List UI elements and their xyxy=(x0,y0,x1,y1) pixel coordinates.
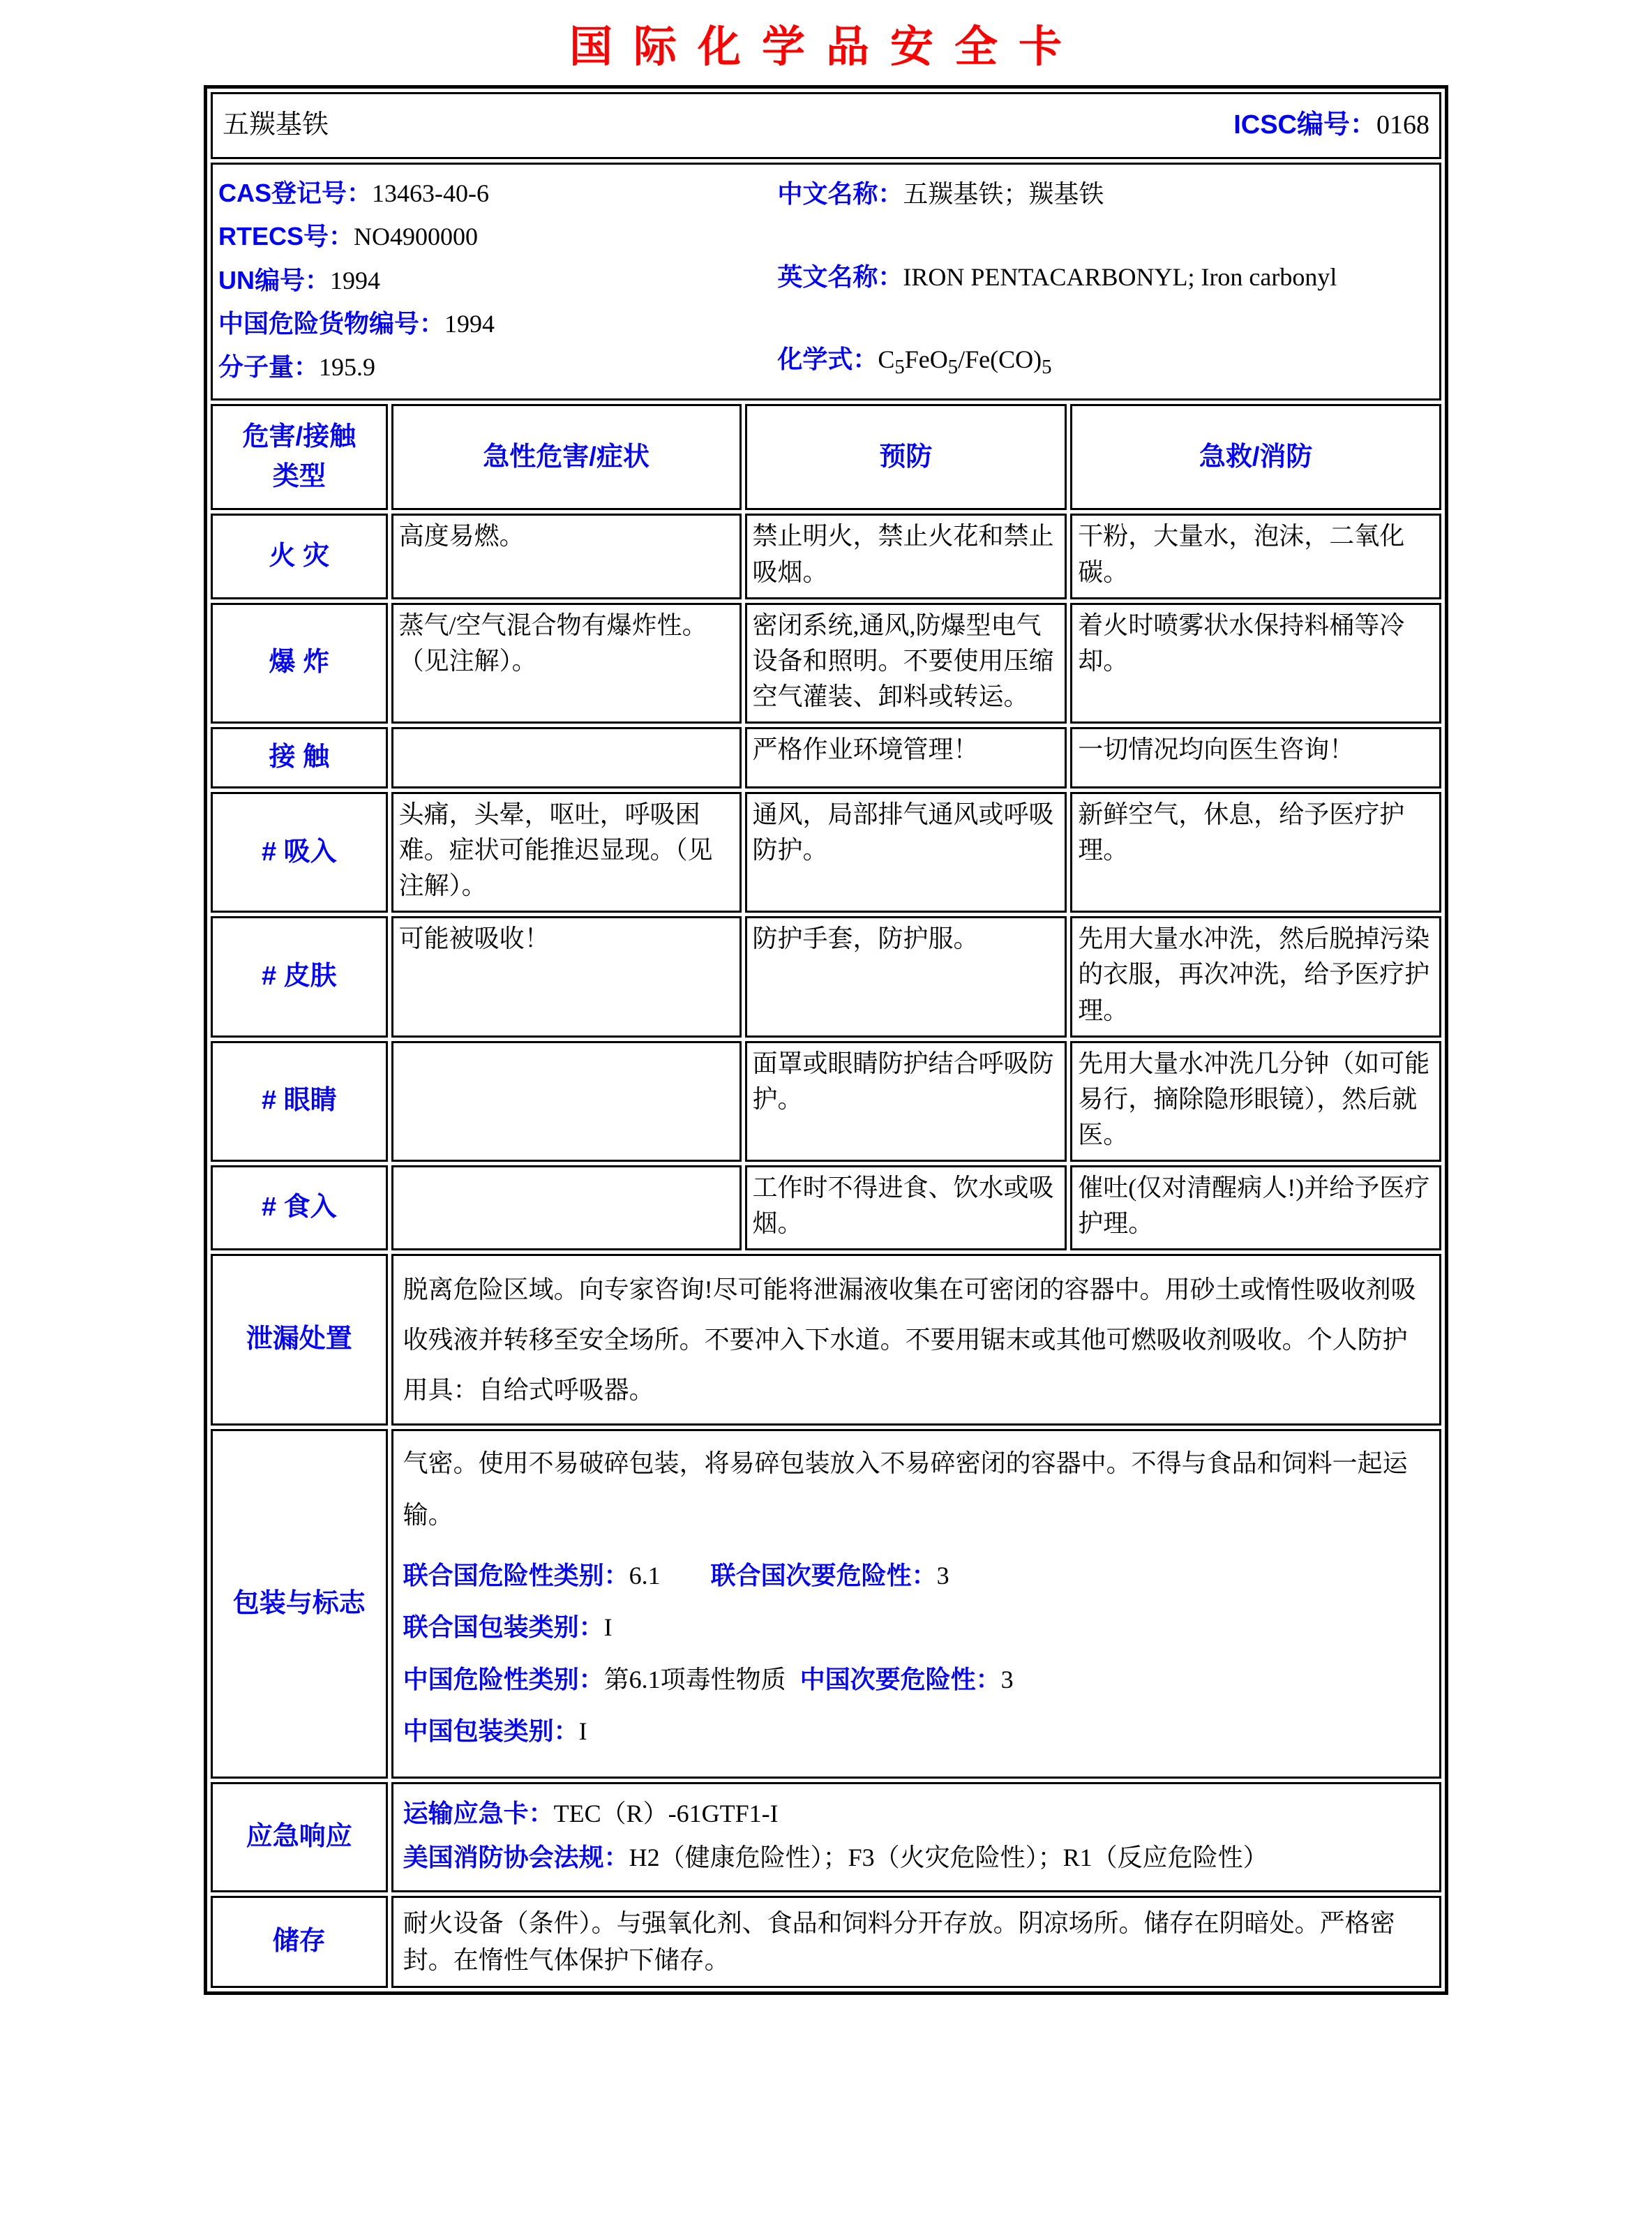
fire-response: 干粉，大量水，泡沫，二氧化碳。 xyxy=(1070,514,1441,599)
ingestion-response: 催吐(仅对清醒病人!)并给予医疗护理。 xyxy=(1070,1165,1441,1250)
hazard-row-exposure xyxy=(211,727,1441,788)
packaging-section-content xyxy=(391,1429,1441,1779)
section-row-storage xyxy=(211,1896,1441,1989)
inhalation-symptom: 头痛，头晕，呕吐，呼吸困难。症状可能推迟显现。（见注解）。 xyxy=(391,792,742,913)
ingestion-symptom xyxy=(391,1165,742,1250)
skin-prevention: 防护手套，防护服。 xyxy=(745,916,1067,1037)
eyes-response: 先用大量水冲洗几分钟（如可能易行，摘除隐形眼镜），然后就医。 xyxy=(1070,1041,1441,1162)
safety-card-table xyxy=(204,85,1448,1995)
inhalation-prevention: 通风，局部排气通风或呼吸防护。 xyxy=(745,792,1067,913)
china-dg-number: 中国危险货物编号：1994 xyxy=(218,308,495,338)
china-packing-group-line: 中国包装类别：I xyxy=(403,1716,587,1745)
exposure-symptom xyxy=(391,727,742,788)
emergency-section-content xyxy=(391,1782,1441,1892)
un-number: UN编号：1994 xyxy=(218,265,380,294)
molecular-weight: 分子量：195.9 xyxy=(218,352,376,382)
table-header-row xyxy=(211,404,1441,510)
header-symptoms: 急性危害/症状 xyxy=(391,404,742,510)
transport-emergency-card-line: 运输应急卡：TEC（R）-61GTF1-I xyxy=(403,1799,779,1828)
explosion-prevention: 密闭系统,通风,防爆型电气设备和照明。不要使用压缩空气灌装、卸料或转运。 xyxy=(745,603,1067,724)
hazard-row-eyes xyxy=(211,1041,1441,1162)
hazard-row-skin xyxy=(211,916,1441,1037)
eyes-prevention: 面罩或眼睛防护结合呼吸防护。 xyxy=(745,1041,1067,1162)
ingestion-label: # 食入 xyxy=(211,1165,388,1250)
un-packing-group-line: 联合国包装类别：I xyxy=(403,1613,613,1642)
hazard-row-ingestion xyxy=(211,1165,1441,1250)
skin-response: 先用大量水冲洗，然后脱掉污染的衣服，再次冲洗，给予医疗护理。 xyxy=(1070,916,1441,1037)
chemical-formula: 化学式：$C_5FeO_5/Fe(CO)_5$ xyxy=(777,345,1052,379)
inhalation-response: 新鲜空气，休息，给予医疗护理。 xyxy=(1070,792,1441,913)
eyes-symptom xyxy=(391,1041,742,1162)
explosion-symptom: 蒸气/空气混合物有爆炸性。（见注解）。 xyxy=(391,603,742,724)
packaging-section-label: 包装与标志 xyxy=(211,1429,388,1779)
info-left-column xyxy=(218,172,777,389)
section-row-packaging xyxy=(211,1429,1441,1779)
rtecs-number: RTECS号：NO4900000 xyxy=(218,222,479,251)
hazard-row-inhalation xyxy=(211,792,1441,913)
cas-number: CAS登记号：13463-40-6 xyxy=(218,179,489,208)
section-row-emergency xyxy=(211,1782,1441,1892)
storage-section-text: 耐火设备（条件）。与强氧化剂、食品和饲料分开存放。阴凉场所。储存在阴暗处。严格密封。在惰性气体保护下储存。 xyxy=(391,1896,1441,1989)
fire-label: 火 灾 xyxy=(211,514,388,599)
exposure-response: 一切情况均向医生咨询！ xyxy=(1070,727,1441,788)
leak-section-label: 泄漏处置 xyxy=(211,1254,388,1426)
info-right-column xyxy=(777,172,1434,389)
nfpa-code-line: 美国消防协会法规：H2（健康危险性）；F3（火灾危险性）；R1（反应危险性） xyxy=(403,1843,1268,1872)
substance-name: 五羰基铁 xyxy=(223,110,329,140)
inhalation-label: # 吸入 xyxy=(211,792,388,913)
name-row xyxy=(211,92,1441,159)
packaging-paragraph: 气密。使用不易破碎包装，将易碎包装放入不易碎密闭的容器中。不得与食品和饲料一起运输。 xyxy=(403,1449,1408,1529)
header-hazard-type: 危害/接触 类型 xyxy=(211,404,388,510)
chinese-name: 中文名称：五羰基铁；羰基铁 xyxy=(777,179,1104,209)
fire-prevention: 禁止明火，禁止火花和禁止吸烟。 xyxy=(745,514,1067,599)
info-row xyxy=(211,163,1441,401)
skin-symptom: 可能被吸收！ xyxy=(391,916,742,1037)
icsc-value: 0168 xyxy=(1376,110,1429,140)
name-cell xyxy=(211,92,1441,159)
emergency-section-label: 应急响应 xyxy=(211,1782,388,1892)
english-name: 英文名称：IRON PENTACARBONYL; Iron carbonyl xyxy=(777,262,1337,291)
hazard-row-fire xyxy=(211,514,1441,599)
china-hazard-class-line: 中国危险性类别：第6.1项毒性物质 中国次要危险性：3 xyxy=(403,1664,1014,1693)
skin-label: # 皮肤 xyxy=(211,916,388,1037)
header-prevention: 预防 xyxy=(745,404,1067,510)
icsc-label: ICSC编号： xyxy=(1233,110,1376,140)
hazard-row-explosion xyxy=(211,603,1441,724)
exposure-prevention: 严格作业环境管理！ xyxy=(745,727,1067,788)
page-title: 国际化学品安全卡 xyxy=(569,23,1083,71)
leak-section-text: 脱离危险区域。向专家咨询!尽可能将泄漏液收集在可密闭的容器中。用砂土或惰性吸收剂吸收残液并转移至安全场所。不要冲入下水道。不要用锯末或其他可燃吸收剂吸收。个人防护用具：自给式呼吸器。 xyxy=(391,1254,1441,1426)
explosion-label: 爆 炸 xyxy=(211,603,388,724)
ingestion-prevention: 工作时不得进食、饮水或吸烟。 xyxy=(745,1165,1067,1250)
icsc-number xyxy=(1233,107,1429,144)
section-row-leak xyxy=(211,1254,1441,1426)
header-response: 急救/消防 xyxy=(1070,404,1441,510)
storage-section-label: 储存 xyxy=(211,1896,388,1989)
info-cell xyxy=(211,163,1441,401)
un-hazard-class-line: 联合国危险性类别：6.1 联合国次要危险性：3 xyxy=(403,1560,949,1590)
exposure-label: 接 触 xyxy=(211,727,388,788)
fire-symptom: 高度易燃。 xyxy=(391,514,742,599)
eyes-label: # 眼睛 xyxy=(211,1041,388,1162)
explosion-response: 着火时喷雾状水保持料桶等冷却。 xyxy=(1070,603,1441,724)
